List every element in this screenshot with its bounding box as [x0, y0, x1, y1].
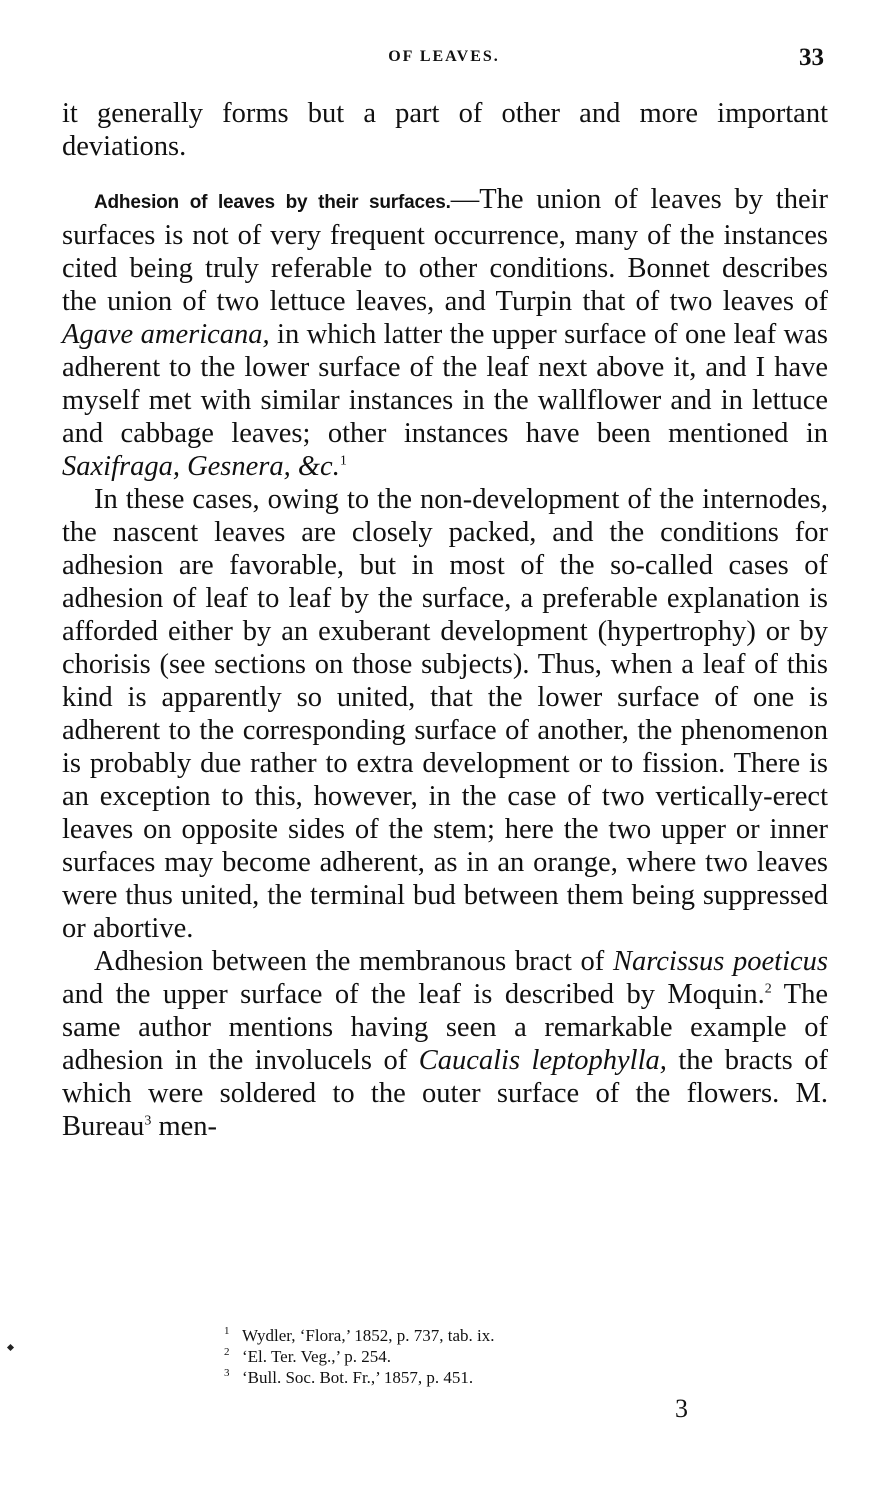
section-sidehead: Adhesion of leaves by their surfaces. [94, 192, 451, 213]
text-run: men- [151, 1111, 217, 1142]
running-head [0, 44, 888, 76]
body-text [62, 97, 828, 1143]
text-run: The same author mentions having seen a remarkable example of adhesion in the involucels of [62, 979, 828, 1076]
page-number: 33 [799, 44, 824, 71]
footnote-ref: 1 [339, 453, 347, 469]
italic-taxon: Saxifraga, Gesnera, &c. [62, 451, 340, 482]
running-title: OF LEAVES. [388, 48, 500, 65]
signature-mark: 3 [675, 1394, 688, 1423]
footnote-text: ‘El. Ter. Veg.,’ p. 254. [242, 1347, 391, 1366]
paragraph-continuation: it generally forms but a part of other and more important deviations. [62, 98, 828, 162]
footnote-text: Wydler, ‘Flora,’ 1852, p. 737, tab. ix. [242, 1326, 495, 1345]
italic-taxon: Caucalis leptophylla, [418, 1045, 667, 1076]
text-run: the bracts of which were soldered to the outer surface of the flowers. M. Bureau [62, 1045, 829, 1142]
footnote: 2 ‘El. Ter. Veg.,’ p. 254. [224, 1346, 391, 1366]
italic-taxon: Agave americana, [62, 319, 270, 350]
footnotes [224, 1325, 724, 1388]
footnote-ref: 3 [144, 1113, 152, 1129]
paragraph-bract-adhesion [62, 945, 828, 1143]
text-run: in which latter the upper surface of one leaf was adherent to the lower surface of the leaf next above it, and I have myself met with similar instances in the wallflower and in lettuce and cabbage leaves; other instances have been mentioned in [62, 319, 828, 449]
em-dash: — [450, 184, 480, 215]
footnote: 1 Wydler, ‘Flora,’ 1852, p. 737, tab. ix. [224, 1325, 495, 1345]
footnote-text: ‘Bull. Soc. Bot. Fr.,’ 1857, p. 451. [242, 1368, 474, 1387]
footnote: 3 ‘Bull. Soc. Bot. Fr.,’ 1857, p. 451. [224, 1367, 474, 1387]
footnote-ref: 2 [764, 981, 772, 997]
italic-taxon: Narcissus poeticus [612, 946, 828, 977]
paragraph-internodes: In these cases, owing to the non-development of the internodes, the nascent leaves are closely packed, and the conditions for adhesion are favorable, but in most of the so-called cases of adhesion of leaf to leaf by the surface, a preferable explanation is afforded either by an exuberant development (hypertrophy) or by chorisis (see sections on those subjects). Thus, when a leaf of this kind is apparently so united, that the lower surface of one is adherent to the corresponding surface of another, the phenomenon is probably due rather to extra development or to fission. There is an exception to this, however, in the case of two vertically-erect leaves on opposite sides of the stem; here the two upper or inner surfaces may become adherent, as in an orange, where two leaves were thus united, the terminal bud between them being suppressed or abortive. [62, 484, 828, 944]
paragraph-adhesion-surfaces [62, 183, 828, 483]
margin-speck [7, 1344, 14, 1351]
text-run: and the upper surface of the leaf is described by Moquin. [62, 979, 765, 1010]
text-run: Adhesion between the membranous bract of [94, 946, 613, 977]
text-run: The union of leaves by their surfaces is not of very frequent occurrence, many of the instances cited being truly referable to other conditions. Bonnet describes the union of two lettuce leaves, and Turpin that of two leaves of [62, 184, 829, 317]
